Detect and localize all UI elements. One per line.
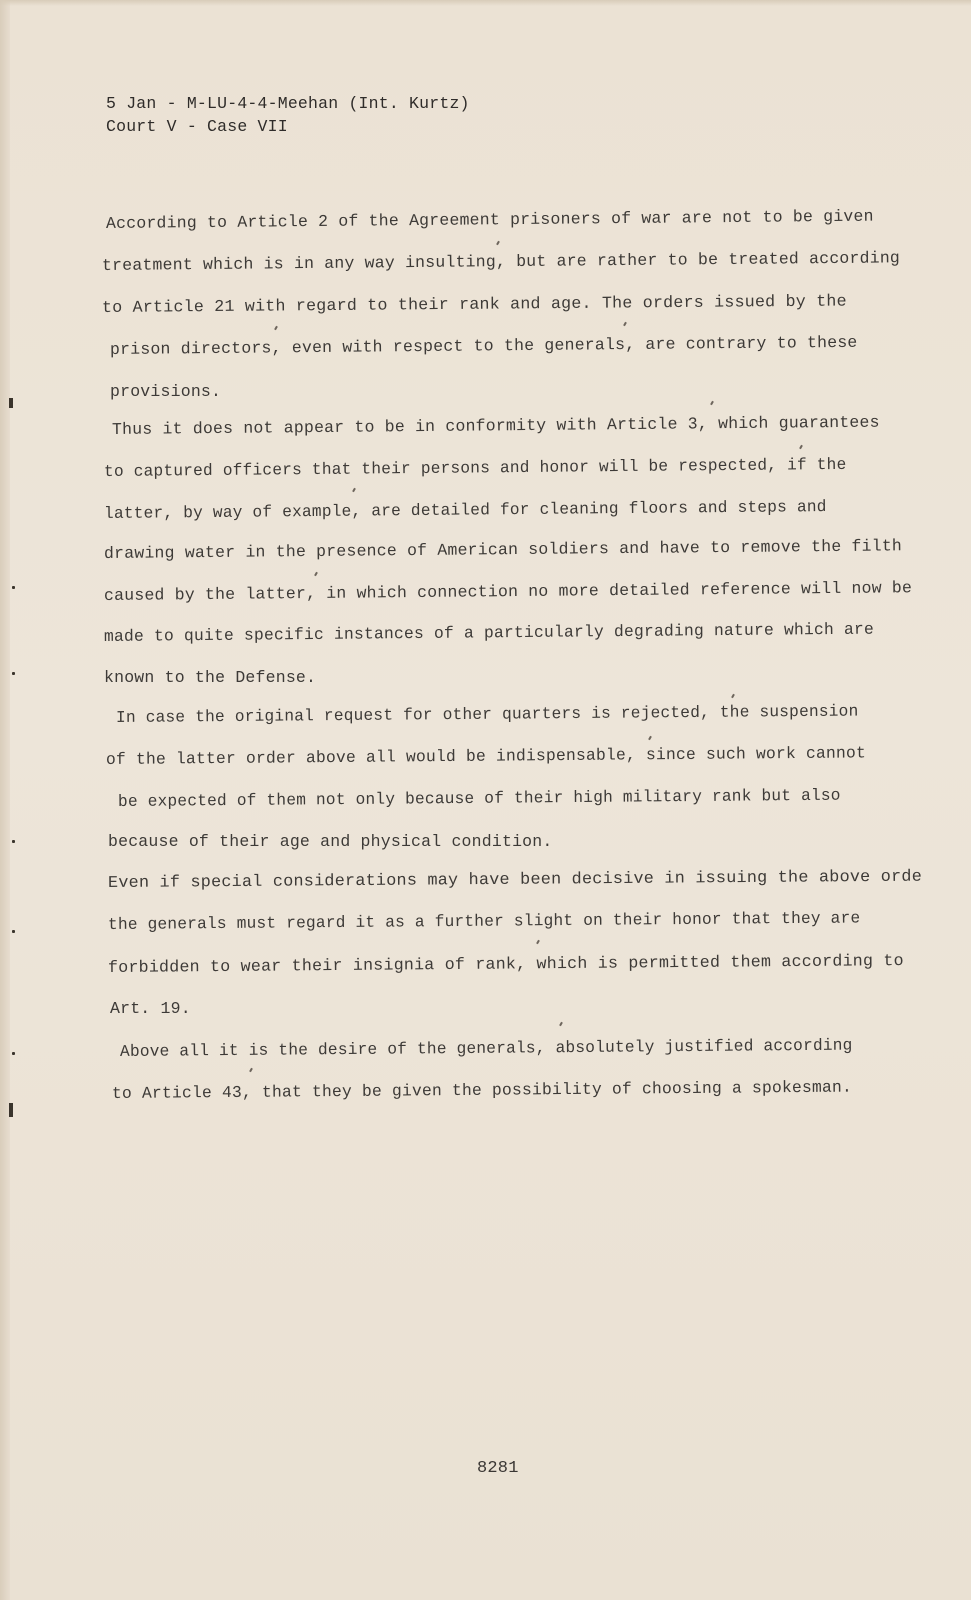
page-top-edge bbox=[0, 0, 971, 6]
body-line: According to Article 2 of the Agreement prisoners of war are not to be given bbox=[105, 206, 874, 233]
page-left-edge bbox=[0, 0, 10, 1600]
body-line: Even if special considerations may have been decisive in issuing the above orde bbox=[107, 866, 923, 892]
margin-dot bbox=[12, 1052, 15, 1055]
document-header bbox=[106, 92, 470, 138]
header-line-court-case: Court V - Case VII bbox=[106, 117, 288, 136]
ink-tick bbox=[623, 322, 627, 326]
ink-tick bbox=[352, 488, 356, 492]
body-line: drawing water in the presence of American soldiers and have to remove the filth bbox=[103, 536, 903, 563]
body-line: because of their age and physical condition. bbox=[108, 832, 553, 851]
body-line: Thus it does not appear to be in conformity with Article 3, which guarantees bbox=[111, 412, 880, 439]
body-line: to captured officers that their persons and honor will be respected, if the bbox=[103, 454, 847, 481]
binding-mark bbox=[9, 398, 13, 408]
ink-tick bbox=[648, 736, 652, 740]
header-line-date-reference: 5 Jan - M-LU-4-4-Meehan (Int. Kurtz) bbox=[106, 94, 470, 113]
body-line: prison directors, even with respect to the generals, are contrary to these bbox=[109, 332, 858, 359]
body-line: be expected of them not only because of their high military rank but also bbox=[117, 785, 841, 811]
body-line: Above all it is the desire of the generals, absolutely justified according bbox=[119, 1035, 853, 1061]
body-line: to Article 21 with regard to their rank and age. The orders issued by the bbox=[101, 291, 847, 317]
margin-dot bbox=[12, 672, 15, 675]
body-line: In case the original request for other quarters is rejected, the suspension bbox=[115, 701, 859, 727]
ink-tick bbox=[731, 694, 735, 698]
body-line: the generals must regard it as a further slight on their honor that they are bbox=[107, 908, 861, 934]
page-number: 8281 bbox=[477, 1459, 519, 1478]
ink-tick bbox=[496, 241, 500, 245]
margin-dot bbox=[12, 586, 15, 589]
margin-dot bbox=[12, 930, 15, 933]
ink-tick bbox=[274, 326, 278, 330]
body-line: known to the Defense. bbox=[104, 668, 317, 687]
ink-tick bbox=[710, 401, 714, 405]
body-line: treatment which is in any way insulting, but are rather to be treated according bbox=[101, 248, 901, 275]
body-line: provisions. bbox=[110, 382, 222, 401]
body-line: made to quite specific instances of a particularly degrading nature which are bbox=[103, 619, 875, 646]
margin-dot bbox=[12, 840, 15, 843]
body-line: to Article 43, that they be given the possibility of choosing a spokesman. bbox=[111, 1077, 853, 1103]
body-line: Art. 19. bbox=[110, 999, 191, 1018]
ink-tick bbox=[799, 445, 803, 449]
ink-tick bbox=[249, 1068, 253, 1072]
body-line: of the latter order above all would be indispensable, since such work cannot bbox=[105, 743, 867, 769]
ink-tick bbox=[559, 1022, 563, 1026]
body-line: caused by the latter, in which connection no more detailed reference will now be bbox=[103, 578, 913, 605]
body-line: latter, by way of example, are detailed for cleaning floors and steps and bbox=[103, 497, 827, 523]
body-line: forbidden to wear their insignia of rank, which is permitted them according to bbox=[107, 951, 904, 977]
ink-tick bbox=[536, 940, 540, 944]
ink-tick bbox=[314, 572, 318, 576]
binding-mark bbox=[9, 1103, 13, 1117]
